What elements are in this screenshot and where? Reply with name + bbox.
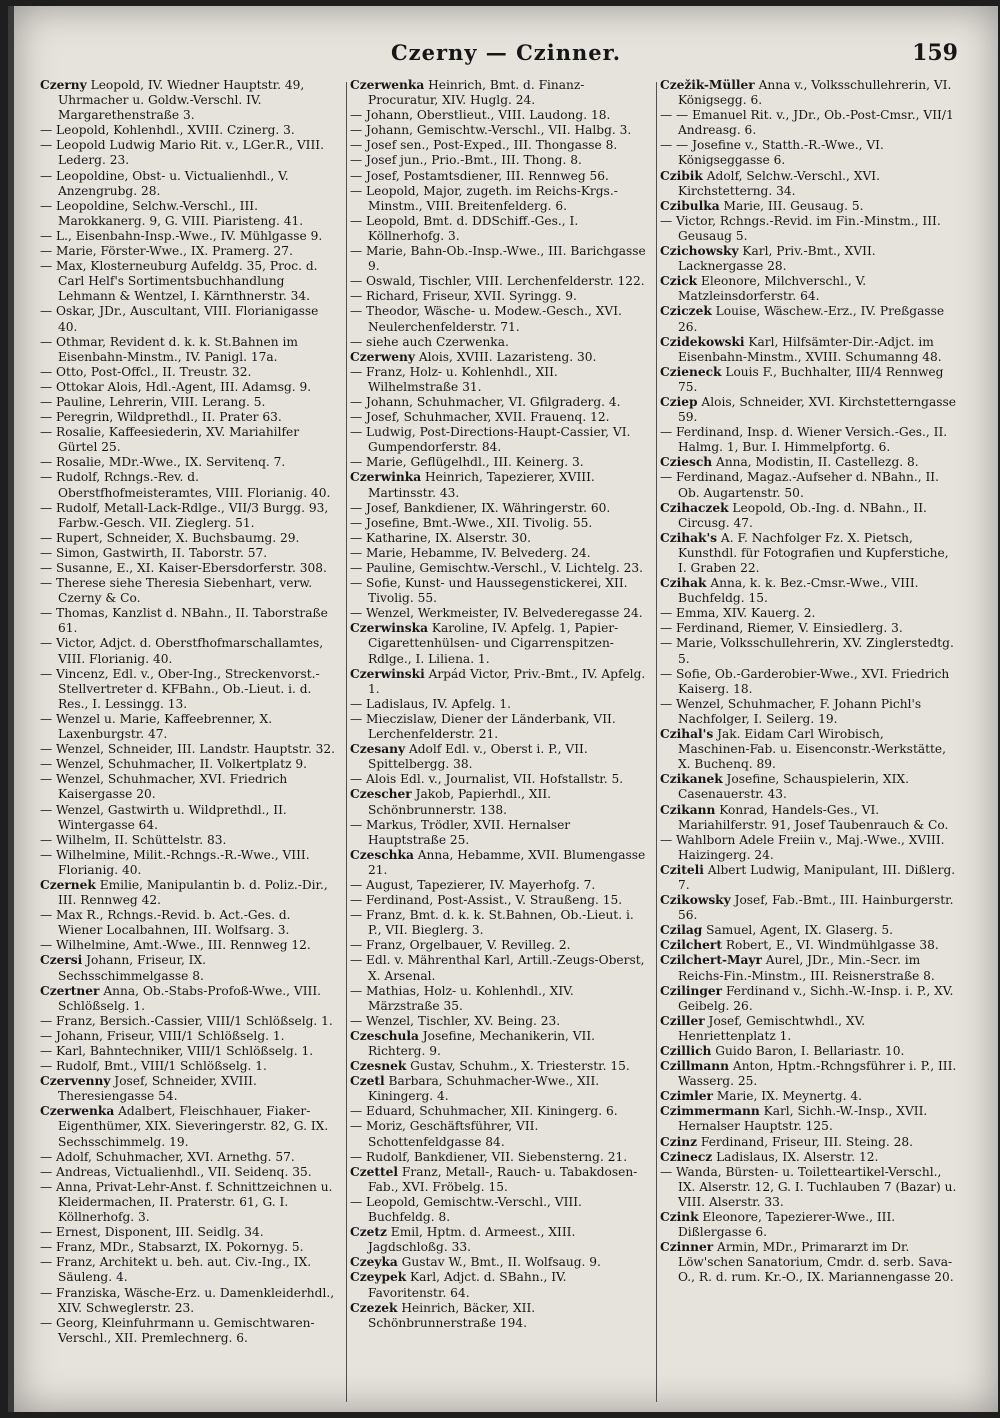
directory-entry: — Wenzel, Schneider, III. Landstr. Hauptstr. 32. <box>40 742 335 757</box>
directory-entry: — Leopold, Gemischtw.-Verschl., VIII. Buchfeldg. 8. <box>350 1194 582 1225</box>
directory-entry: — Ladislaus, IV. Apfelg. 1. <box>350 696 512 711</box>
directory-entry: Czescher Jakob, Papierhdl., XII. Schönbrunnerstr. 138. <box>350 787 552 817</box>
directory-entry: — August, Tapezierer, IV. Mayerhofg. 7. <box>350 877 596 892</box>
directory-entry: — Wenzel, Schuhmacher, II. Volkertplatz 9. <box>40 757 308 772</box>
directory-entry: — Pauline, Lehrerin, VIII. Lerang. 5. <box>40 394 266 409</box>
directory-entry: Czežik-Müller Anna v., Volksschullehrerin, VI. Königsegg. 6. <box>660 78 952 108</box>
directory-entry: Czihaczek Leopold, Ob.-Ing. d. NBahn., II. Circusg. 47. <box>660 500 927 530</box>
directory-entry: Czimler Marie, IX. Meynertg. 4. <box>660 1089 863 1104</box>
directory-entry: — Rudolf, Bmt., VIII/1 Schlößselg. 1. <box>40 1059 267 1074</box>
directory-entry: — Georg, Kleinfuhrmann u. Gemischtwaren-Verschl., XII. Premlechnerg. 6. <box>40 1315 315 1345</box>
directory-entry: Czillich Guido Baron, I. Bellariastr. 10. <box>660 1044 905 1058</box>
directory-entry: — Emma, XIV. Kauerg. 2. <box>660 606 816 621</box>
directory-entry: Czesany Adolf Edl. v., Oberst i. P., VII. Spittelbergg. 38. <box>350 742 588 772</box>
directory-entry: — L., Eisenbahn-Insp.-Wwe., IV. Mühlgasse 9. <box>40 228 323 243</box>
directory-entry: — Franz, Bersich.-Cassier, VIII/1 Schlößselg. 1. <box>40 1013 333 1028</box>
directory-entry: — Josefine, Bmt.-Wwe., XII. Tivolig. 55. <box>350 515 593 530</box>
directory-entry: Czihak Anna, k. k. Bez.-Cmsr.-Wwe., VIII. Buchfeldg. 15. <box>660 576 919 606</box>
directory-entry: Czilinger Ferdinand v., Sichh.-W.-Insp. i. P., XV. Geibelg. 26. <box>660 983 954 1013</box>
directory-entry: — Theodor, Wäsche- u. Modew.-Gesch., XVI. Neulerchenfelderstr. 71. <box>350 304 622 334</box>
directory-entry: — Josef, Schuhmacher, XVII. Frauenq. 12. <box>350 410 610 425</box>
directory-entry: — Wilhelmine, Milit.-Rchngs.-R.-Wwe., VIII. Florianig. 40. <box>40 847 310 877</box>
directory-entry: — Wenzel u. Marie, Kaffeebrenner, X. Laxenburgstr. 47. <box>40 711 273 742</box>
directory-entry: — Max, Klosterneuburg Aufeldg. 35, Proc. d. Carl Helf's Sortimentsbuchhandlung Lehmann & Wentzel, I. Kärnthnerstr. 34. <box>40 259 318 304</box>
directory-entry: — Adolf, Schuhmacher, XVI. Arnethg. 57. <box>40 1149 295 1164</box>
directory-entry: Czervenny Josef, Schneider, XVIII. Theresiengasse 54. <box>40 1074 257 1104</box>
directory-entry: Czieneck Louis F., Buchhalter, III/4 Rennweg 75. <box>660 364 944 394</box>
directory-entry: Czeypek Karl, Adjct. d. SBahn., IV. Favoritenstr. 64. <box>350 1270 567 1300</box>
directory-entry: — Ottokar Alois, Hdl.-Agent, III. Adamsg. 9. <box>40 379 312 394</box>
directory-entry: — Vincenz, Edl. v., Ober-Ing., Streckenvorst.-Stellvertreter d. KFBahn., Ob.-Lieut. i. d. Res., I. Lessingg. 13. <box>40 666 320 711</box>
directory-entry: — Wenzel, Gastwirth u. Wildprethdl., II. Wintergasse 64. <box>40 802 287 832</box>
directory-entry: Czikowsky Josef, Fab.-Bmt., III. Hainburgerstr. 56. <box>660 893 954 923</box>
directory-entry: — Mieczislaw, Diener der Länderbank, VII. Lerchenfelderstr. 21. <box>350 711 616 742</box>
directory-entry: Czihal's Jak. Eidam Carl Wirobisch, Maschinen-Fab. u. Eisenconstr.-Werkstätte, X. Buchenq. 89. <box>660 727 946 772</box>
directory-entry: — Otto, Post-Offcl., II. Treustr. 32. <box>40 364 252 379</box>
page-title: Czerny — Czinner. <box>390 40 622 65</box>
directory-entry: — Ferdinand, Post-Assist., V. Straußeng. 15. <box>350 893 623 908</box>
directory-entry: — Johann, Schuhmacher, VI. Gfilgraderg. 4. <box>350 394 621 409</box>
directory-entry: — Susanne, E., XI. Kaiser-Ebersdorferstr. 308. <box>40 561 327 575</box>
directory-entry: — Josef, Bankdiener, IX. Währingerstr. 60. <box>350 500 611 515</box>
directory-entry: Czidekowski Karl, Hilfsämter-Dir.-Adjct. im Eisenbahn-Minstm., XVIII. Schumanng 48. <box>660 334 942 364</box>
directory-entry: Czersi Johann, Friseur, IX. Sechsschimmelgasse 8. <box>40 953 207 983</box>
directory-entry: — Simon, Gastwirth, II. Taborstr. 57. <box>40 545 268 560</box>
directory-entry: — Johann, Gemischtw.-Verschl., VII. Halbg. 3. <box>350 123 632 138</box>
directory-entry: — Therese siehe Theresia Siebenhart, verw. Czerny & Co. <box>40 576 313 606</box>
directory-entry: — Wanda, Bürsten- u. Toiletteartikel-Verschl., IX. Alserstr. 12, G. I. Tuchlauben 7 (Bazar) u. VIII. Alserstr. 33. <box>660 1164 957 1209</box>
directory-entry: — Pauline, Gemischtw.-Verschl., V. Lichtelg. 23. <box>350 561 643 575</box>
directory-entry: Czilchert-Mayr Aurel, JDr., Min.-Secr. im Reichs-Fin.-Minstm., III. Reisnerstraße 8. <box>660 953 935 983</box>
directory-entry: — Richard, Friseur, XVII. Syringg. 9. <box>350 289 577 304</box>
directory-entry: Czikanek Josefine, Schauspielerin, XIX. Casenauerstr. 43. <box>660 772 909 802</box>
directory-entry: — Mathias, Holz- u. Kohlenhdl., XIV. Märzstraße 35. <box>350 983 574 1013</box>
columns <box>40 78 962 1398</box>
directory-entry: — Marie, Hebamme, IV. Belvederg. 24. <box>350 545 591 560</box>
directory-entry: — Franz, Bmt. d. k. k. St.Bahnen, Ob.-Lieut. i. P., VII. Bieglerg. 3. <box>350 908 634 938</box>
directory-entry: Czetl Barbara, Schuhmacher-Wwe., XII. Kiningerg. 4. <box>350 1074 600 1104</box>
directory-entry: Czeschula Josefine, Mechanikerin, VII. Richterg. 9. <box>350 1028 596 1058</box>
directory-entry: Czibulka Marie, III. Geusaug. 5. <box>660 198 864 213</box>
directory-entry: — Sofie, Ob.-Garderobier-Wwe., XVI. Friedrich Kaiserg. 18. <box>660 666 950 696</box>
directory-entry: — Leopold, Major, zugeth. im Reichs-Krgs.-Minstm., VIII. Breitenfelderg. 6. <box>350 183 618 213</box>
directory-entry: — Katharine, IX. Alserstr. 30. <box>350 530 531 545</box>
directory-entry: Czillmann Anton, Hptm.-Rchngsführer i. P., III. Wasserg. 25. <box>660 1059 957 1089</box>
directory-entry: Czilchert Robert, E., VI. Windmühlgasse 38. <box>660 938 939 953</box>
directory-entry: — Andreas, Victualienhdl., VII. Seidenq. 35. <box>40 1164 312 1179</box>
directory-entry: — Rudolf, Rchngs.-Rev. d. Oberstfhofmeisteramtes, VIII. Florianig. 40. <box>40 470 331 500</box>
directory-entry: — Leopold, Kohlenhdl., XVIII. Czinerg. 3. <box>40 123 295 138</box>
directory-entry: — Wenzel, Werkmeister, IV. Belvederegasse 24. <box>350 606 643 621</box>
directory-entry: — Ernest, Disponent, III. Seidlg. 34. <box>40 1225 264 1240</box>
directory-entry: Czerweny Alois, XVIII. Lazaristeng. 30. <box>350 349 597 364</box>
directory-entry: Czerwinka Heinrich, Tapezierer, XVIII. Martinsstr. 43. <box>350 470 595 500</box>
directory-entry: Czick Eleonore, Milchverschl., V. Matzleinsdorferstr. 64. <box>660 274 867 304</box>
directory-entry: — Max R., Rchngs.-Revid. b. Act.-Ges. d. Wiener Localbahnen, III. Wolfsarg. 3. <box>40 908 291 938</box>
page-number: 159 <box>912 40 958 66</box>
directory-entry: — Josef, Postamtsdiener, III. Rennweg 56. <box>350 168 609 183</box>
directory-entry: Czesnek Gustav, Schuhm., X. Triesterstr. 15. <box>350 1059 630 1074</box>
directory-entry: — Moriz, Geschäftsführer, VII. Schottenfeldgasse 84. <box>350 1119 539 1149</box>
directory-entry: Czerwinski Arpád Victor, Priv.-Bmt., IV. Apfelg. 1. <box>350 666 646 696</box>
directory-entry: — Wenzel, Tischler, XV. Being. 23. <box>350 1013 561 1028</box>
directory-entry: — Edl. v. Mährenthal Karl, Artill.-Zeugs-Oberst, X. Arsenal. <box>350 953 645 983</box>
column-1 <box>40 78 338 1398</box>
directory-entry: — Franziska, Wäsche-Erz. u. Damenkleiderhdl., XIV. Schweglerstr. 23. <box>40 1285 335 1315</box>
directory-entry: — Franz, Orgelbauer, V. Revilleg. 2. <box>350 938 571 953</box>
directory-entry: — Rudolf, Bankdiener, VII. Siebensterng. 21. <box>350 1149 628 1164</box>
directory-entry: Czihak's A. F. Nachfolger Fz. X. Pietsch, Kunsthdl. für Fotografien und Kupferstiche, I. Graben 22. <box>660 530 949 575</box>
directory-entry: — Wenzel, Schuhmacher, F. Johann Pichl's Nachfolger, I. Seilerg. 19. <box>660 696 922 726</box>
directory-entry: Czernek Emilie, Manipulantin b. d. Poliz.-Dir., III. Rennweg 42. <box>40 877 328 908</box>
directory-entry: Czinecz Ladislaus, IX. Alserstr. 12. <box>660 1149 879 1164</box>
directory-entry: Czettel Franz, Metall-, Rauch- u. Tabakdosen-Fab., XVI. Fröbelg. 15. <box>350 1164 638 1194</box>
directory-entry: — — Josefine v., Statth.-R.-Wwe., VI. Königseggasse 6. <box>660 138 884 168</box>
directory-entry: — Anna, Privat-Lehr-Anst. f. Schnittzeichnen u. Kleidermachen, II. Praterstr. 61, G. I. Köllnerhofg. 3. <box>40 1179 333 1225</box>
page-header <box>14 40 998 74</box>
directory-entry: — Johann, Friseur, VIII/1 Schlößselg. 1. <box>40 1028 285 1043</box>
directory-entry: Czikann Konrad, Handels-Ges., VI. Mariahilferstr. 91, Josef Taubenrauch & Co. <box>660 802 949 832</box>
directory-entry: Cziller Josef, Gemischtwhdl., XV. Henriettenplatz 1. <box>660 1013 866 1043</box>
directory-entry: — Ferdinand, Magaz.-Aufseher d. NBahn., II. Ob. Augartenstr. 50. <box>660 470 939 500</box>
directory-entry: — Karl, Bahntechniker, VIII/1 Schlößselg. 1. <box>40 1044 314 1058</box>
directory-entry: — Leopoldine, Selchw.-Verschl., III. Marokkanerg. 9, G. VIII. Piaristeng. 41. <box>40 198 304 228</box>
directory-entry: — Rosalie, Kaffeesiederin, XV. Mariahilfer Gürtel 25. <box>40 425 300 455</box>
directory-entry: Cziczek Louise, Wäschew.-Erz., IV. Preßgasse 26. <box>660 304 945 334</box>
directory-entry: — Rudolf, Metall-Lack-Rdlge., VII/3 Burgg. 93, Farbw.-Gesch. VII. Zieglerg. 51. <box>40 500 329 530</box>
directory-entry: — Ferdinand, Insp. d. Wiener Versich.-Ges., II. Halmg. 1, Bur. I. Himmelpfortg. 6. <box>660 425 948 455</box>
directory-entry: Czimmermann Karl, Sichh.-W.-Insp., XVII. Hernalser Hauptstr. 125. <box>660 1104 928 1134</box>
directory-entry: — Wahlborn Adele Freiin v., Maj.-Wwe., XVIII. Haizingerg. 24. <box>660 832 945 862</box>
directory-entry: — Victor, Adjct. d. Oberstfhofmarschallamtes, VIII. Florianig. 40. <box>40 636 324 666</box>
directory-entry: — Leopold, Bmt. d. DDSchiff.-Ges., I. Köllnerhofg. 3. <box>350 213 579 243</box>
directory-entry: Czerwenka Adalbert, Fleischhauer, Fiaker-Eigenthümer, XIX. Sieveringerstr. 82, G. IX. Sechsschimmelg. 19. <box>40 1104 329 1149</box>
directory-entry: Czinz Ferdinand, Friseur, III. Steing. 28. <box>660 1134 914 1149</box>
directory-entry: Czezek Heinrich, Bäcker, XII. Schönbrunnerstraße 194. <box>350 1300 536 1330</box>
directory-entry: Czerny Leopold, IV. Wiedner Hauptstr. 49, Uhrmacher u. Goldw.-Verschl. IV. Margarethenstraße 3. <box>40 78 305 123</box>
directory-entry: — Wilhelm, II. Schüttelstr. 83. <box>40 832 227 847</box>
directory-entry: — Franz, Holz- u. Kohlenhdl., XII. Wilhelmstraße 31. <box>350 364 558 394</box>
directory-entry: Cziesch Anna, Modistin, II. Castellezg. 8. <box>660 455 919 470</box>
directory-entry: — Markus, Trödler, XVII. Hernalser Hauptstraße 25. <box>350 817 571 847</box>
directory-entry: — Josef sen., Post-Exped., III. Thongasse 8. <box>350 138 618 153</box>
directory-entry: — Rosalie, MDr.-Wwe., IX. Servitenq. 7. <box>40 455 286 470</box>
directory-entry: — Franz, MDr., Stabsarzt, IX. Pokornyg. 5. <box>40 1240 304 1255</box>
directory-entry: Czink Eleonore, Tapezierer-Wwe., III. Dißlergasse 6. <box>660 1210 896 1240</box>
directory-entry: — Marie, Förster-Wwe., IX. Pramerg. 27. <box>40 244 293 259</box>
directory-entry: Czetz Emil, Hptm. d. Armeest., XIII. Jagdschloßg. 33. <box>350 1225 576 1255</box>
directory-entry: — Victor, Rchngs.-Revid. im Fin.-Minstm., III. Geusaug 5. <box>660 213 941 243</box>
directory-entry: — Ludwig, Post-Directions-Haupt-Cassier, VI. Gumpendorferstr. 84. <box>350 425 631 455</box>
directory-entry: — Johann, Oberstlieut., VIII. Laudong. 18. <box>350 108 611 123</box>
directory-entry: Czilag Samuel, Agent, IX. Glaserg. 5. <box>660 923 893 938</box>
directory-entry: — Wilhelmine, Amt.-Wwe., III. Rennweg 12. <box>40 938 311 953</box>
directory-entry: — Leopoldine, Obst- u. Victualienhdl., V. Anzengrubg. 28. <box>40 168 289 198</box>
directory-entry: — — Emanuel Rit. v., JDr., Ob.-Post-Cmsr., VII/1 Andreasg. 6. <box>660 108 954 138</box>
directory-entry: Czerwinska Karoline, IV. Apfelg. 1, Papier-Cigarettenhülsen- und Cigarrenspitzen-Rdlge., I. Liliena. 1. <box>350 621 619 666</box>
directory-entry: — Franz, Architekt u. beh. aut. Civ.-Ing., IX. Säuleng. 4. <box>40 1255 312 1285</box>
directory-entry: — Marie, Geflügelhdl., III. Keinerg. 3. <box>350 455 584 470</box>
directory-entry: — Ferdinand, Riemer, V. Einsiedlerg. 3. <box>660 621 903 636</box>
directory-entry: Czerwenka Heinrich, Bmt. d. Finanz-Procuratur, XIV. Huglg. 24. <box>350 78 585 108</box>
directory-entry: — Othmar, Revident d. k. k. St.Bahnen im Eisenbahn-Minstm., IV. Panigl. 17a. <box>40 334 298 364</box>
directory-entry: Czichowsky Karl, Priv.-Bmt., XVII. Lacknergasse 28. <box>660 244 876 274</box>
column-3 <box>660 78 958 1398</box>
column-2 <box>350 78 648 1398</box>
directory-entry: — Rupert, Schneider, X. Buchsbaumg. 29. <box>40 530 300 545</box>
directory-entry: — Leopold Ludwig Mario Rit. v., LGer.R., VIII. Lederg. 23. <box>40 138 324 168</box>
directory-entry: Czinner Armin, MDr., Primararzt im Dr. Löw'schen Sanatorium, Cmdr. d. serb. Sava-O., R. d. rum. Kr.-O., IX. Mariannengasse 20. <box>660 1240 954 1285</box>
directory-entry: Czertner Anna, Ob.-Stabs-Profoß-Wwe., VIII. Schlößselg. 1. <box>40 983 322 1013</box>
directory-entry: — Alois Edl. v., Journalist, VII. Hofstallstr. 5. <box>350 772 624 787</box>
directory-entry: Cziteli Albert Ludwig, Manipulant, III. Dißlerg. 7. <box>660 862 956 892</box>
directory-entry: Czeyka Gustav W., Bmt., II. Wolfsaug. 9. <box>350 1255 601 1270</box>
directory-entry: Czeschka Anna, Hebamme, XVII. Blumengasse 21. <box>350 847 646 877</box>
directory-entry: — Oskar, JDr., Auscultant, VIII. Florianigasse 40. <box>40 304 319 334</box>
directory-entry: — Eduard, Schuhmacher, XII. Kiningerg. 6. <box>350 1104 618 1119</box>
directory-entry: — Sofie, Kunst- und Haussegenstickerei, XII. Tivolig. 55. <box>350 576 628 606</box>
directory-entry: — Marie, Bahn-Ob.-Insp.-Wwe., III. Barichgasse 9. <box>350 244 646 274</box>
directory-entry: Czibik Adolf, Selchw.-Verschl., XVI. Kirchstetterng. 34. <box>660 168 880 198</box>
directory-entry: — Wenzel, Schuhmacher, XVI. Friedrich Kaisergasse 20. <box>40 772 288 802</box>
directory-entry: — Peregrin, Wildprethdl., II. Prater 63. <box>40 410 282 425</box>
directory-entry: — Thomas, Kanzlist d. NBahn., II. Taborstraße 61. <box>40 606 328 636</box>
directory-entry: — siehe auch Czerwenka. <box>350 334 509 349</box>
directory-page <box>8 6 998 1412</box>
directory-entry: Cziep Alois, Schneider, XVI. Kirchstetterngasse 59. <box>660 394 956 425</box>
directory-entry: — Josef jun., Prio.-Bmt., III. Thong. 8. <box>350 153 582 168</box>
directory-entry: — Marie, Volksschullehrerin, XV. Zinglerstedtg. 5. <box>660 636 954 666</box>
directory-entry: — Oswald, Tischler, VIII. Lerchenfelderstr. 122. <box>350 274 645 289</box>
